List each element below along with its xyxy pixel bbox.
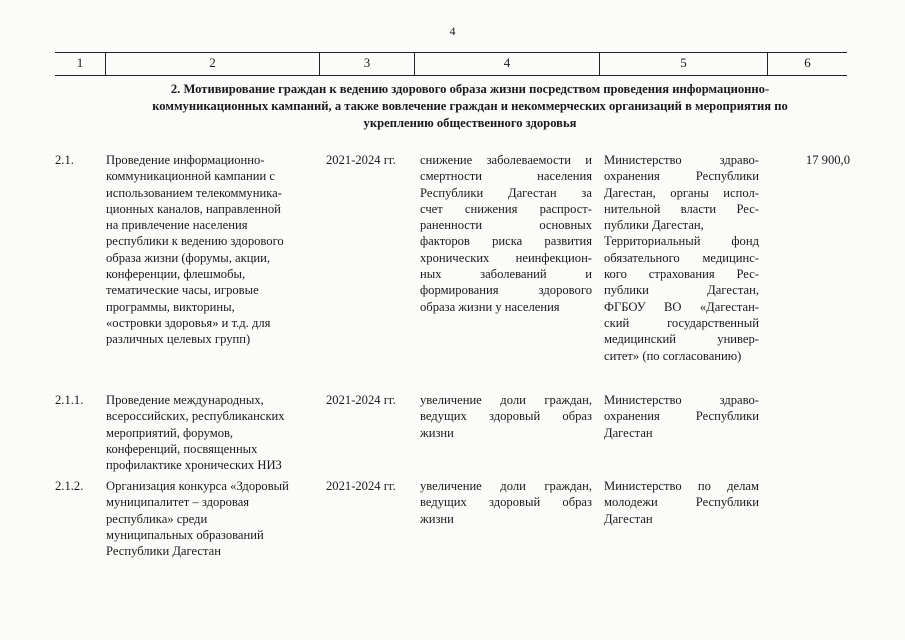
measure-name-line: республика» среди [106, 511, 208, 526]
executor-line: Дагестан [604, 425, 653, 440]
executor-line: медицинский универ- [604, 332, 759, 347]
measure-name-line: использованием телекоммуника- [106, 185, 282, 200]
measure-name-line: ционных каналов, направленной [106, 201, 281, 216]
row-number: 2.1.1. [55, 393, 84, 407]
executor-line: Дагестан, органы испол- [604, 185, 759, 200]
row-number: 2.1.2. [55, 479, 84, 493]
executor-line: ФГБОУ ВО «Дагестан- [604, 299, 759, 314]
executor-line: Территориальный фонд [604, 234, 759, 249]
period: 2021-2024 гг. [326, 479, 396, 493]
header-col-4: 4 [414, 53, 599, 75]
expected-result-line: снижение заболеваемости и [420, 153, 592, 167]
executor-line: Министерство по делам [604, 479, 759, 493]
measure-name-line: конференций, посвященных [106, 441, 258, 456]
expected-result-line: образа жизни у населения [420, 299, 560, 314]
header-col-6: 6 [767, 53, 847, 75]
executor-line: Дагестан [604, 511, 653, 526]
expected-result-line: счет снижения распрост- [420, 201, 592, 216]
measure-name-line: различных целевых групп) [106, 332, 251, 347]
executor-line: публики Дагестан, [604, 218, 704, 233]
measure-name-line: мероприятий, форумов, [106, 425, 234, 440]
measure-name-line: Проведение информационно- [106, 153, 265, 167]
header-col-2: 2 [105, 53, 319, 75]
measure-name-line: Организация конкурса «Здоровый [106, 479, 289, 493]
expected-result-line: жизни [420, 425, 454, 440]
measure-name-line: программы, викторины, [106, 299, 235, 314]
measure-name-line: всероссийских, республиканских [106, 409, 285, 424]
measure-name [106, 392, 318, 473]
measure-name-line: профилактике хронических НИЗ [106, 458, 282, 473]
executor-line: ский государственный [604, 315, 759, 330]
period: 2021-2024 гг. [326, 153, 396, 167]
measure-name [106, 478, 318, 559]
executor-line: кого страхования Рес- [604, 267, 759, 282]
executor-line: охранения Республики [604, 409, 759, 424]
expected-result-line: ведущих здоровый образ [420, 495, 592, 510]
expected-result [420, 392, 592, 441]
page-number: 4 [449, 24, 456, 38]
header-col-1: 1 [76, 55, 84, 70]
measure-name-line: коммуникационной кампании с [106, 169, 275, 184]
executor-line: ситет» (по согласованию) [604, 348, 742, 363]
executor-line: Министерство здраво- [604, 393, 759, 407]
measure-name-line: «островки здоровья» и т.д. для [106, 315, 271, 330]
period: 2021-2024 гг. [326, 393, 396, 407]
amount: 17 900,0 [805, 153, 850, 167]
expected-result-line: жизни [420, 511, 454, 526]
expected-result-line: раненности основных [420, 218, 592, 233]
row-number: 2.1. [55, 153, 74, 167]
section-title [90, 81, 850, 132]
section-title-line: укреплению общественного здоровья [363, 116, 577, 130]
executor [604, 478, 759, 527]
measure-name-line: муниципалитет – здоровая [106, 495, 250, 510]
expected-result-line: ных заболеваний и [420, 267, 592, 282]
measure-name-line: республики к ведению здорового [106, 234, 284, 249]
executor-line: Министерство здраво- [604, 153, 759, 167]
measure-name-line: тематические часы, игровые [106, 283, 259, 298]
executor-line: молодежи Республики [604, 495, 759, 510]
expected-result-line: формирования здорового [420, 283, 592, 298]
header-col-3: 3 [319, 53, 414, 75]
expected-result-line: Республики Дагестан за [420, 185, 592, 200]
measure-name-line: Проведение международных, [106, 393, 264, 407]
expected-result-line: ведущих здоровый образ [420, 409, 592, 424]
executor-line: публики Дагестан, [604, 283, 759, 298]
executor [604, 152, 759, 364]
table-header-row [55, 52, 847, 76]
measure-name-line: муниципальных образований [106, 527, 264, 542]
expected-result-line: смертности населения [420, 169, 592, 184]
executor-line: нительной власти Рес- [604, 201, 759, 216]
section-title-line: 2. Мотивирование граждан к ведению здорового образа жизни посредством проведения информационно- [170, 82, 770, 96]
expected-result-line: хронических неинфекцион- [420, 250, 592, 265]
measure-name [106, 152, 318, 348]
header-col-5: 5 [599, 53, 767, 75]
expected-result-line: увеличение доли граждан, [420, 479, 592, 493]
expected-result-line: факторов риска развития [420, 234, 592, 249]
section-title-line: коммуникационных кампаний, а также вовлечение граждан и некоммерческих организаций в мероприятия по [152, 99, 788, 113]
executor-line: обязательного медицинс- [604, 250, 759, 265]
executor-line: охранения Республики [604, 169, 759, 184]
measure-name-line: на привлечение населения [106, 218, 248, 233]
expected-result-line: увеличение доли граждан, [420, 393, 592, 407]
measure-name-line: образа жизни (форумы, акции, [106, 250, 271, 265]
measure-name-line: конференции, флешмобы, [106, 267, 246, 282]
expected-result [420, 152, 592, 315]
expected-result [420, 478, 592, 527]
executor [604, 392, 759, 441]
measure-name-line: Республики Дагестан [106, 544, 221, 559]
